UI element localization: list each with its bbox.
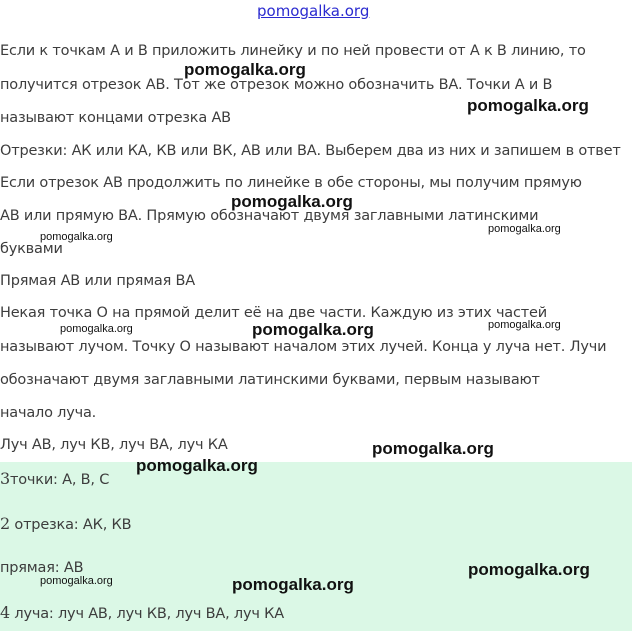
- watermark: pomogalka.org: [60, 323, 133, 335]
- text-line: АВ или прямую ВА. Прямую обозначают двумя заглавными латинскими: [0, 208, 539, 224]
- answer-points: [0, 469, 109, 488]
- text-line: обозначают двумя заглавными латинскими буквами, первым называют: [0, 372, 540, 388]
- watermark: pomogalka.org: [232, 575, 354, 594]
- text-line: Луч АВ, луч КВ, луч ВА, луч КА: [0, 437, 228, 453]
- text-line: называют лучом. Точку О называют началом этих лучей. Конца у луча нет. Лучи: [0, 339, 607, 355]
- text-line: получится отрезок АВ. Тот же отрезок можно обозначить ВА. Точки А и В: [0, 77, 553, 93]
- watermark: pomogalka.org: [488, 223, 561, 235]
- answer-points-count: 3: [0, 469, 10, 488]
- text-line: Если к точкам А и В приложить линейку и по ней провести от А к В линию, то: [0, 43, 586, 59]
- answer-rays-count: 4: [0, 603, 10, 622]
- watermark: pomogalka.org: [467, 96, 589, 115]
- watermark: pomogalka.org: [488, 319, 561, 331]
- text-line: Прямая АВ или прямая ВА: [0, 273, 196, 289]
- watermark: pomogalka.org: [252, 320, 374, 339]
- answer-segments-count: 2: [0, 514, 10, 533]
- text-line: начало луча.: [0, 405, 97, 421]
- watermark: pomogalka.org: [184, 60, 306, 79]
- watermark: pomogalka.org: [40, 231, 113, 243]
- answer-line: прямая: АВ: [0, 560, 84, 576]
- answer-rays-text: луча: луч АВ, луч КВ, луч ВА, луч КА: [9, 606, 284, 622]
- text-line: Если отрезок АВ продолжить по линейке в обе стороны, мы получим прямую: [0, 175, 582, 191]
- text-line: Некая точка О на прямой делит её на две части. Каждую из этих частей: [0, 305, 547, 321]
- text-line: называют концами отрезка АВ: [0, 110, 231, 126]
- text-line: Отрезки: АК или КА, КВ или ВК, АВ или ВА. Выберем два из них и запишем в ответ: [0, 143, 621, 159]
- watermark: pomogalka.org: [40, 575, 113, 587]
- answer-segments: [0, 514, 131, 533]
- watermark: pomogalka.org: [231, 192, 353, 211]
- answer-segments-text: отрезка: АК, КВ: [9, 517, 132, 533]
- answer-points-text: точки: А, В, С: [9, 472, 110, 488]
- answer-rays: [0, 603, 284, 622]
- watermark: pomogalka.org: [372, 439, 494, 458]
- watermark: pomogalka.org: [136, 456, 258, 475]
- text-line: буквами: [0, 241, 63, 257]
- watermark: pomogalka.org: [468, 560, 590, 579]
- site-link[interactable]: pomogalka.org: [257, 2, 370, 20]
